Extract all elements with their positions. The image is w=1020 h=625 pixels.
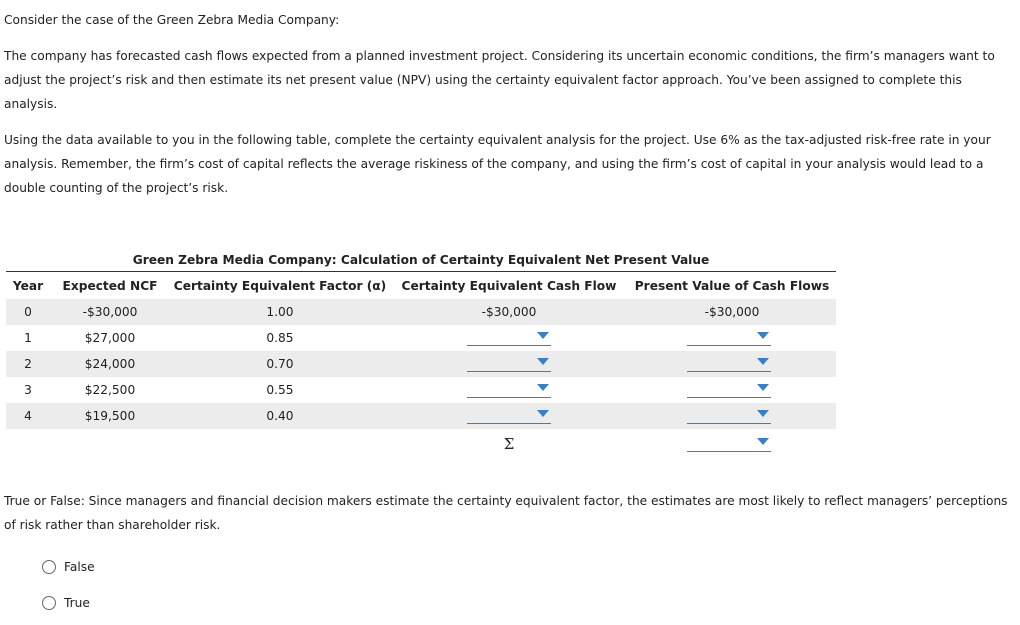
ncf-cell: $24,000 — [84, 357, 136, 371]
dropdown-arrow-icon — [537, 384, 549, 391]
ncf-cell: $22,500 — [84, 383, 136, 397]
year-cell: 3 — [24, 383, 32, 397]
ncf-cell: $27,000 — [84, 331, 136, 345]
radio-button-icon[interactable] — [42, 596, 56, 610]
dropdown-arrow-icon — [757, 358, 769, 365]
cef-cell: 0.85 — [266, 331, 294, 345]
npv-sum-dropdown[interactable] — [687, 431, 771, 452]
pv-dropdown-year-3[interactable] — [687, 377, 771, 398]
header-expected-ncf: Expected NCF — [62, 279, 158, 293]
dropdown-arrow-icon — [757, 384, 769, 391]
option-label: True — [64, 596, 90, 610]
instructions: Using the data available to you in the following table, complete the certainty equivalent analysis for the project. Use 6% as the tax-adjusted risk-free rate in your analysis. Remember, the firm’s cost of capital reflects the average riskiness of the company, and using the firm’s cost of capital in your analysis would lead to a double counting of the project’s risk. — [4, 133, 991, 195]
cecf-dropdown-year-2[interactable] — [467, 351, 551, 372]
table-header-row — [6, 273, 836, 299]
table-title: Green Zebra Media Company: Calculation of Certainty Equivalent Net Present Value — [132, 253, 710, 267]
dropdown-arrow-icon — [537, 358, 549, 365]
pv-cell: -$30,000 — [704, 305, 760, 319]
ncf-cell: -$30,000 — [82, 305, 138, 319]
dropdown-arrow-icon — [537, 410, 549, 417]
year-cell: 4 — [24, 409, 32, 423]
cef-cell: 0.40 — [266, 409, 294, 423]
ncf-cell: $19,500 — [84, 409, 136, 423]
true-false-question: True or False: Since managers and financial decision makers estimate the certainty equivalent factor, the estimates are most likely to reflect managers’ perceptions of risk rather than shareholder risk. — [4, 494, 1008, 532]
dropdown-arrow-icon — [537, 332, 549, 339]
pv-dropdown-year-1[interactable] — [687, 325, 771, 346]
dropdown-arrow-icon — [757, 410, 769, 417]
cef-cell: 1.00 — [266, 305, 294, 319]
cef-cell: 0.55 — [266, 383, 294, 397]
intro-text: Consider the case of the Green Zebra Media Company: — [4, 13, 340, 27]
dropdown-arrow-icon — [757, 332, 769, 339]
pv-dropdown-year-4[interactable] — [687, 403, 771, 424]
dropdown-arrow-icon — [757, 438, 769, 445]
header-year: Year — [12, 279, 44, 293]
table-rule — [6, 271, 836, 272]
cef-cell: 0.70 — [266, 357, 294, 371]
sum-symbol: Σ — [503, 435, 515, 453]
cecf-dropdown-year-4[interactable] — [467, 403, 551, 424]
cecf-dropdown-year-3[interactable] — [467, 377, 551, 398]
problem-description: The company has forecasted cash flows expected from a planned investment project. Considering its uncertain economic conditions, the firm’s managers want to adjust the project’s risk and then estimate its net present value (NPV) using the certainty equivalent factor approach. You’ve been assigned to complete this analysis. — [4, 49, 995, 111]
year-cell: 2 — [24, 357, 32, 371]
table-row-year-0 — [6, 299, 836, 325]
year-cell: 1 — [24, 331, 32, 345]
header-certainty-equivalent-cash-flow: Certainty Equivalent Cash Flow — [401, 279, 617, 293]
year-cell: 0 — [24, 305, 32, 319]
pv-dropdown-year-2[interactable] — [687, 351, 771, 372]
header-certainty-equivalent-factor: Certainty Equivalent Factor (α) — [173, 279, 387, 293]
radio-button-icon[interactable] — [42, 560, 56, 574]
option-label: False — [64, 560, 95, 574]
cecf-cell: -$30,000 — [481, 305, 537, 319]
cecf-dropdown-year-1[interactable] — [467, 325, 551, 346]
header-present-value: Present Value of Cash Flows — [634, 279, 830, 293]
